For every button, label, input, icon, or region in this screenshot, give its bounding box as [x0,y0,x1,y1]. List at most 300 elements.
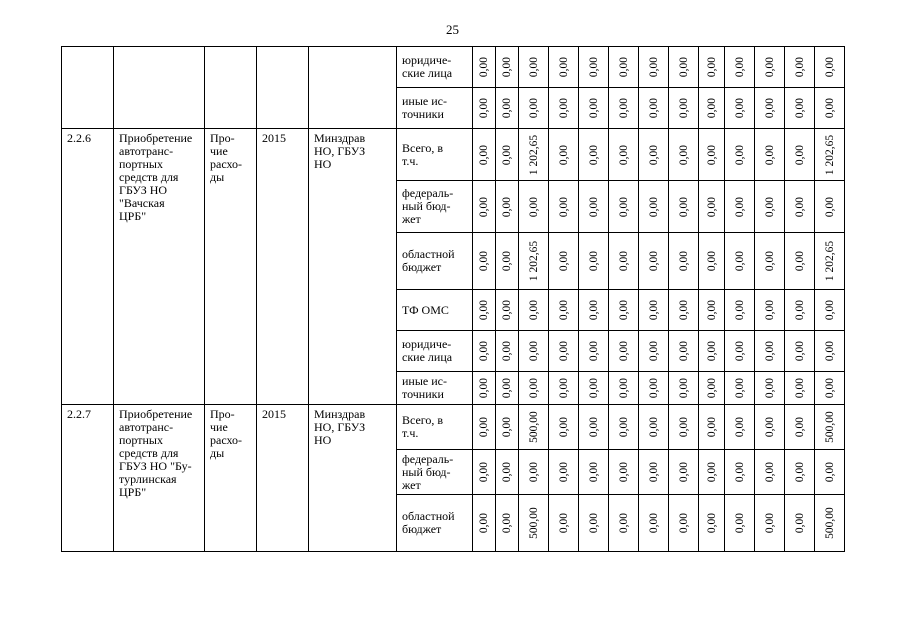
value-text: 0,00 [793,461,806,483]
value-cell [496,331,519,372]
value-text: 0,00 [527,299,540,321]
value-text: 0,00 [823,299,836,321]
empty-cell [114,47,205,129]
value-text: 0,00 [677,196,690,217]
value-cell [699,129,725,181]
empty-cell [309,47,397,129]
value-text: 0,00 [617,250,630,272]
value-cell [579,290,609,331]
value-text: 0,00 [763,299,776,321]
value-text: 0,00 [793,299,806,321]
value-text: 0,00 [527,461,540,483]
value-cell [755,88,785,129]
value-text: 0,00 [478,512,490,534]
value-text: 0,00 [617,377,630,399]
value-cell [496,372,519,405]
value-cell [755,331,785,372]
value-text: 0,00 [705,299,718,321]
funding-source: иные ис- точники [397,372,473,405]
value-cell [496,405,519,450]
value-cell [815,495,845,552]
value-text: 0,00 [677,416,690,438]
value-cell [699,47,725,88]
value-cell [785,372,815,405]
value-text: 0,00 [501,461,513,483]
value-cell [549,88,579,129]
value-cell [549,372,579,405]
value-text: 0,00 [527,56,540,78]
value-text: 0,00 [557,377,570,399]
value-text: 0,00 [501,250,513,272]
value-cell [755,129,785,181]
value-cell [639,405,669,450]
value-text: 0,00 [705,250,718,272]
value-cell [579,129,609,181]
value-cell [785,181,815,233]
value-cell [496,290,519,331]
empty-cell [205,47,257,129]
value-cell [815,47,845,88]
value-cell [609,88,639,129]
value-text: 0,00 [793,512,806,534]
value-cell [725,405,755,450]
value-text: 0,00 [501,56,513,78]
value-cell [725,372,755,405]
value-cell [699,405,725,450]
empty-cell [257,47,309,129]
value-cell [669,47,699,88]
value-text: 0,00 [478,299,490,321]
value-cell [639,331,669,372]
value-cell [639,233,669,290]
value-cell [496,129,519,181]
value-cell [785,129,815,181]
value-cell [579,495,609,552]
value-text: 0,00 [793,196,806,217]
value-cell [639,88,669,129]
value-text: 0,00 [587,196,600,217]
value-text: 0,00 [763,144,776,165]
year: 2015 [257,129,309,405]
funding-source: областной бюджет [397,233,473,290]
expense-type: Про- чие расхо- ды [205,405,257,552]
value-cell [519,405,549,450]
value-text: 0,00 [617,416,630,438]
value-text: 0,00 [527,196,540,217]
value-cell [519,450,549,495]
value-text: 0,00 [501,416,513,438]
value-text: 0,00 [647,461,660,483]
value-text: 0,00 [647,144,660,165]
value-text: 0,00 [478,461,490,483]
value-text: 0,00 [763,377,776,399]
value-text: 0,00 [705,97,718,119]
value-text: 0,00 [647,196,660,217]
value-text: 0,00 [617,97,630,119]
funding-source: ТФ ОМС [397,290,473,331]
value-cell [639,290,669,331]
value-text: 0,00 [587,461,600,483]
value-text: 0,00 [527,340,540,362]
value-cell [725,129,755,181]
value-cell [725,47,755,88]
value-text: 0,00 [557,56,570,78]
value-cell [579,47,609,88]
value-cell [579,372,609,405]
value-cell [669,372,699,405]
value-cell [473,88,496,129]
value-cell [473,372,496,405]
value-cell [519,331,549,372]
value-text: 0,00 [793,144,806,165]
value-cell [579,233,609,290]
funding-source: иные ис- точники [397,88,473,129]
value-cell [755,233,785,290]
value-text: 0,00 [501,97,513,119]
value-text: 0,00 [557,97,570,119]
value-text: 0,00 [677,97,690,119]
funding-source: Всего, в т.ч. [397,129,473,181]
value-text: 0,00 [647,512,660,534]
value-text: 0,00 [647,97,660,119]
value-cell [549,129,579,181]
value-text: 0,00 [733,340,746,362]
value-text: 0,00 [793,340,806,362]
value-cell [473,47,496,88]
value-text: 0,00 [587,340,600,362]
value-text: 0,00 [557,250,570,272]
value-text: 0,00 [823,377,836,399]
value-text: 0,00 [501,299,513,321]
value-cell [579,331,609,372]
value-text: 0,00 [793,97,806,119]
value-cell [699,331,725,372]
value-cell [579,450,609,495]
value-text: 0,00 [501,377,513,399]
value-cell [785,88,815,129]
value-text: 0,00 [478,196,490,217]
value-cell [549,290,579,331]
value-text: 0,00 [557,416,570,438]
value-text: 0,00 [733,250,746,272]
value-text: 0,00 [587,299,600,321]
item-name: Приобретение автотранс- портных средств для ГБУЗ НО "Вачская ЦРБ" [114,129,205,405]
value-text: 0,00 [617,512,630,534]
funding-source: федераль- ный бюд- жет [397,450,473,495]
value-text: 0,00 [478,416,490,438]
value-cell [579,405,609,450]
value-cell [519,233,549,290]
value-cell [815,405,845,450]
value-cell [699,450,725,495]
funding-source: юридиче- ские лица [397,331,473,372]
value-text: 500,00 [823,507,836,539]
value-text: 0,00 [617,196,630,217]
value-text: 0,00 [763,416,776,438]
value-text: 0,00 [557,461,570,483]
value-text: 0,00 [705,512,718,534]
value-text: 0,00 [617,144,630,165]
value-text: 0,00 [617,340,630,362]
value-cell [785,290,815,331]
value-text: 0,00 [587,416,600,438]
budget-table [61,46,845,552]
value-text: 0,00 [501,196,513,217]
value-cell [609,331,639,372]
value-text: 0,00 [733,97,746,119]
year: 2015 [257,405,309,552]
value-cell [725,290,755,331]
value-text: 0,00 [587,144,600,165]
value-cell [639,47,669,88]
table-row [62,47,845,88]
value-text: 0,00 [705,196,718,217]
value-cell [669,181,699,233]
value-cell [609,290,639,331]
value-cell [785,331,815,372]
value-text: 0,00 [527,97,540,119]
executor: Минздрав НО, ГБУЗ НО [309,129,397,405]
value-cell [473,181,496,233]
executor: Минздрав НО, ГБУЗ НО [309,405,397,552]
value-cell [549,405,579,450]
value-cell [496,233,519,290]
value-cell [815,450,845,495]
table-row [62,405,845,450]
value-text: 0,00 [763,512,776,534]
value-text: 0,00 [763,196,776,217]
value-cell [496,47,519,88]
value-text: 0,00 [733,512,746,534]
value-cell [755,372,785,405]
value-cell [725,181,755,233]
value-text: 0,00 [501,340,513,362]
value-text: 0,00 [823,340,836,362]
value-text: 0,00 [677,299,690,321]
value-text: 1 202,65 [527,240,540,282]
value-text: 0,00 [557,512,570,534]
value-cell [519,47,549,88]
value-cell [815,290,845,331]
value-cell [579,88,609,129]
funding-source: федераль- ный бюд- жет [397,181,473,233]
value-text: 0,00 [677,56,690,78]
value-cell [669,290,699,331]
table-row [62,129,845,181]
value-cell [755,47,785,88]
value-text: 0,00 [501,144,513,165]
value-cell [609,181,639,233]
value-text: 0,00 [705,377,718,399]
value-text: 0,00 [793,250,806,272]
value-cell [699,495,725,552]
value-cell [785,47,815,88]
value-cell [609,495,639,552]
value-text: 0,00 [793,377,806,399]
value-cell [609,233,639,290]
value-cell [699,233,725,290]
value-cell [549,233,579,290]
value-cell [473,129,496,181]
value-cell [669,495,699,552]
value-cell [549,181,579,233]
value-text: 0,00 [823,97,836,119]
value-cell [785,495,815,552]
value-cell [473,233,496,290]
value-text: 0,00 [733,196,746,217]
value-text: 0,00 [677,461,690,483]
value-cell [755,181,785,233]
funding-source: областной бюджет [397,495,473,552]
value-text: 0,00 [617,461,630,483]
value-text: 0,00 [527,377,540,399]
value-cell [669,129,699,181]
value-text: 0,00 [677,144,690,165]
value-cell [473,331,496,372]
value-text: 0,00 [677,250,690,272]
value-cell [815,88,845,129]
value-cell [519,88,549,129]
value-text: 0,00 [677,340,690,362]
value-text: 0,00 [617,299,630,321]
value-text: 0,00 [587,377,600,399]
value-cell [639,495,669,552]
value-text: 0,00 [647,377,660,399]
value-cell [579,181,609,233]
value-cell [519,129,549,181]
value-cell [609,47,639,88]
value-text: 0,00 [763,340,776,362]
value-text: 0,00 [478,340,490,362]
value-cell [549,47,579,88]
value-text: 0,00 [793,416,806,438]
value-cell [609,450,639,495]
value-cell [815,233,845,290]
value-text: 0,00 [587,512,600,534]
value-text: 500,00 [527,507,540,539]
value-cell [699,372,725,405]
value-text: 1 202,65 [527,134,540,175]
value-text: 1 202,65 [823,134,836,175]
value-cell [699,290,725,331]
value-cell [519,372,549,405]
value-text: 0,00 [823,461,836,483]
empty-cell [62,47,114,129]
value-text: 0,00 [793,56,806,78]
value-text: 0,00 [557,340,570,362]
item-name: Приобретение автотранс- портных средств для ГБУЗ НО "Бу- турлинская ЦРБ" [114,405,205,552]
value-cell [496,495,519,552]
value-text: 0,00 [647,56,660,78]
value-cell [496,181,519,233]
value-cell [473,450,496,495]
value-cell [785,405,815,450]
value-cell [725,331,755,372]
value-text: 1 202,65 [823,240,836,282]
value-cell [815,181,845,233]
value-cell [609,405,639,450]
value-text: 0,00 [763,56,776,78]
item-code: 2.2.6 [62,129,114,405]
value-text: 0,00 [733,416,746,438]
funding-source: юридиче- ские лица [397,47,473,88]
value-text: 0,00 [478,377,490,399]
value-text: 0,00 [557,196,570,217]
value-cell [473,290,496,331]
page-number: 25 [446,22,459,37]
value-cell [755,450,785,495]
value-cell [496,88,519,129]
value-cell [725,495,755,552]
value-cell [519,181,549,233]
value-text: 0,00 [478,250,490,272]
value-cell [755,405,785,450]
value-cell [549,450,579,495]
value-text: 0,00 [478,144,490,165]
value-cell [669,450,699,495]
value-cell [639,129,669,181]
value-cell [639,181,669,233]
value-cell [609,372,639,405]
value-text: 500,00 [527,411,540,443]
value-text: 0,00 [733,144,746,165]
value-cell [549,331,579,372]
value-cell [725,233,755,290]
value-text: 0,00 [647,340,660,362]
value-text: 500,00 [823,411,836,443]
item-code: 2.2.7 [62,405,114,552]
value-text: 0,00 [677,512,690,534]
value-text: 0,00 [557,299,570,321]
value-cell [669,233,699,290]
value-text: 0,00 [733,461,746,483]
value-text: 0,00 [733,377,746,399]
value-text: 0,00 [478,56,490,78]
value-cell [755,495,785,552]
value-text: 0,00 [647,250,660,272]
value-cell [519,290,549,331]
value-cell [699,88,725,129]
value-text: 0,00 [705,56,718,78]
value-text: 0,00 [763,97,776,119]
value-text: 0,00 [733,299,746,321]
value-text: 0,00 [677,377,690,399]
value-text: 0,00 [587,56,600,78]
value-text: 0,00 [705,340,718,362]
value-text: 0,00 [823,56,836,78]
value-cell [699,181,725,233]
value-cell [669,331,699,372]
value-cell [815,129,845,181]
value-cell [815,372,845,405]
value-text: 0,00 [617,56,630,78]
value-text: 0,00 [705,416,718,438]
value-cell [639,450,669,495]
value-text: 0,00 [823,196,836,217]
value-text: 0,00 [763,250,776,272]
value-cell [473,405,496,450]
value-cell [669,88,699,129]
value-cell [785,450,815,495]
value-text: 0,00 [763,461,776,483]
value-text: 0,00 [557,144,570,165]
value-cell [639,372,669,405]
value-cell [473,495,496,552]
value-cell [725,450,755,495]
value-cell [755,290,785,331]
value-cell [785,233,815,290]
value-cell [815,331,845,372]
